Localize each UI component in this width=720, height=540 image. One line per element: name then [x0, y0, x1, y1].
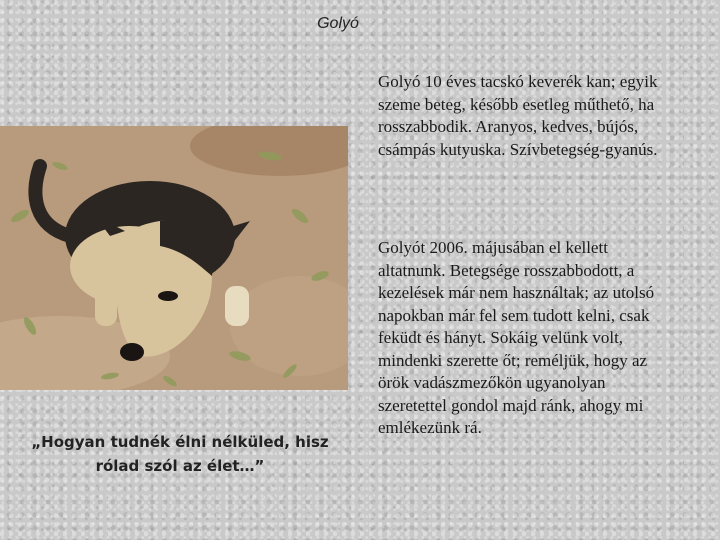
slide-title: Golyó [317, 15, 359, 32]
description-paragraph: Golyó 10 éves tacskó keverék kan; egyik szeme beteg, később esetleg műthető, ha rosszabbodik. Aranyos, kedves, bújós, csámpás kutyuska. Szívbetegség-gyanús. [378, 72, 658, 159]
quote-text: „Hogyan tudnék élni nélküled, hisz rólad szól az élet…” [31, 433, 329, 475]
dog-photo [0, 126, 348, 390]
memorial-paragraph: Golyót 2006. májusában el kellett altatnunk. Betegsége rosszabbodott, a kezelések már nem használtak; az utolsó napokban már fel sem tudott kelni, csak feküdt és hányt. Sokáig velünk volt, mindenki szerette őt; reméljük, hogy az örök vadászmezőkön ugyanolyan szeretettel gondol majd ránk, ahogy mi emlékezünk rá. [378, 238, 655, 437]
